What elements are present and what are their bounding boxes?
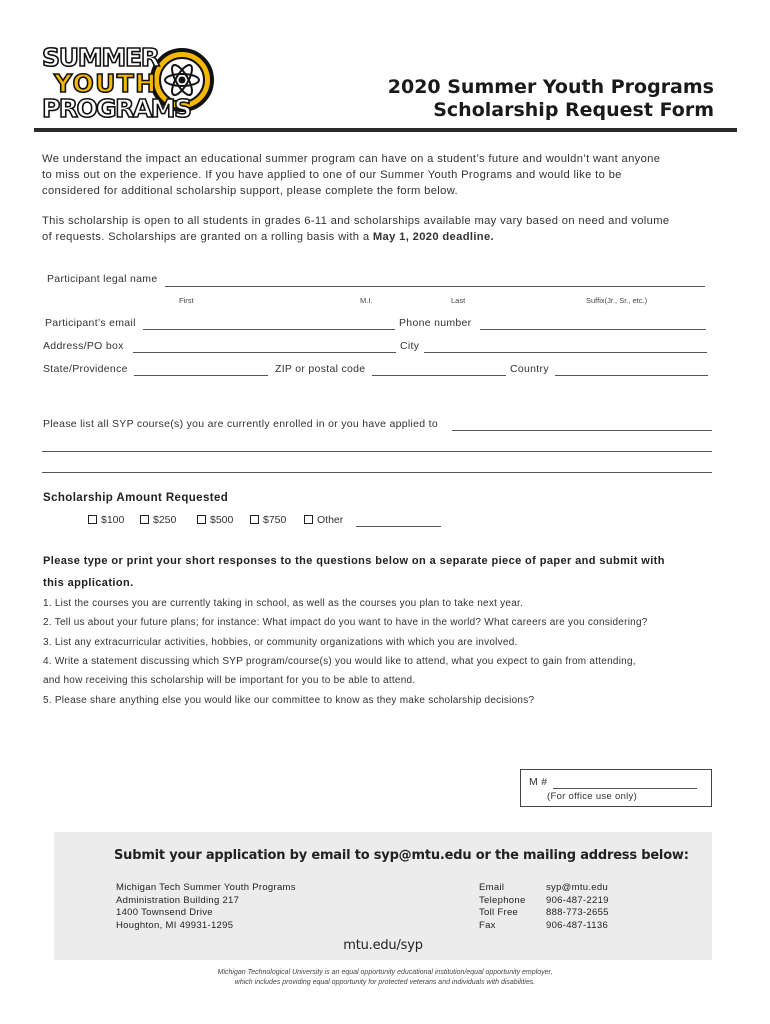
intro-paragraph-2 — [42, 213, 732, 245]
mailing-address — [116, 882, 296, 932]
question-5: 5. Please share anything else you would like our committee to know as they make scholarship decisions? — [43, 695, 535, 706]
logo-line-1: SUMMER — [42, 43, 160, 72]
amount-option-label: $750 — [263, 514, 287, 526]
amount-option-label: Other — [317, 514, 344, 526]
contact-labels — [479, 882, 526, 932]
checkbox-icon[interactable] — [88, 515, 97, 524]
phone-label: Phone number — [399, 317, 472, 329]
amount-option-100[interactable] — [88, 514, 124, 526]
name-first-caption: First — [179, 296, 194, 305]
state-label: State/Providence — [43, 363, 128, 375]
city-input[interactable] — [424, 352, 707, 353]
courses-input[interactable] — [452, 430, 712, 431]
address-line: 1400 Townsend Drive — [116, 907, 213, 918]
footer-line: Michigan Technological University is an equal opportunity educational institution/equal opportunity employer, — [217, 969, 553, 976]
logo-line-2: YOUTH — [54, 69, 156, 98]
summer-youth-programs-logo — [40, 42, 215, 120]
member-number-label: M # — [529, 776, 548, 788]
questions-heading-line-1: Please type or print your short responses to the questions below on a separate piece of paper and submit with — [43, 555, 665, 567]
name-input[interactable] — [165, 286, 705, 287]
amount-option-250[interactable] — [140, 514, 176, 526]
telephone-value: 906-487-2219 — [546, 894, 609, 906]
question-4-continued: and how receiving this scholarship will be important for you to be able to attend. — [43, 675, 416, 686]
name-suffix-caption: Suffix(Jr., Sr., etc.) — [586, 296, 648, 305]
amount-other-input[interactable] — [356, 526, 441, 527]
amount-option-label: $250 — [153, 514, 177, 526]
fax-value: 906-487-1136 — [546, 919, 609, 931]
submission-heading: Submit your application by email to syp@mtu.edu or the mailing address below: — [114, 848, 689, 863]
contact-label: Fax — [479, 919, 496, 931]
equal-opportunity-statement — [0, 968, 770, 988]
intro-text: of requests. Scholarships are granted on a rolling basis with a — [42, 231, 373, 243]
amount-heading: Scholarship Amount Requested — [43, 492, 229, 504]
questions-heading-line-2: this application. — [43, 577, 134, 589]
amount-option-other[interactable] — [304, 514, 343, 526]
footer-line: which includes providing equal opportunity for protected veterans and individuals with disabilities. — [234, 979, 536, 986]
question-2: 2. Tell us about your future plans; for instance: What impact do you want to have in the world? What careers are you considering? — [43, 617, 648, 628]
title-line-2: Scholarship Request Form — [433, 99, 714, 121]
contact-label: Email — [479, 882, 505, 893]
city-label: City — [400, 340, 420, 352]
checkbox-icon[interactable] — [250, 515, 259, 524]
amount-option-750[interactable] — [250, 514, 286, 526]
checkbox-icon[interactable] — [304, 515, 313, 524]
office-use-note: (For office use only) — [547, 791, 638, 802]
contact-label: Telephone — [479, 894, 526, 906]
member-number-input[interactable] — [553, 788, 697, 789]
courses-input-line-2[interactable] — [42, 451, 712, 452]
logo-line-3: PROGRAMS — [42, 94, 192, 120]
intro-line: considered for additional scholarship support, please complete the form below. — [42, 185, 458, 197]
contact-values — [546, 882, 609, 932]
question-3: 3. List any extracurricular activities, hobbies, or community organizations with which you are involved. — [43, 637, 518, 648]
question-1: 1. List the courses you are currently taking in school, as well as the courses you plan to take next year. — [43, 598, 524, 609]
form-title — [388, 76, 714, 122]
address-line: Michigan Tech Summer Youth Programs — [116, 882, 296, 893]
intro-line: to miss out on the experience. If you have applied to one of our Summer Youth Programs and would like to be — [42, 169, 622, 181]
phone-input[interactable] — [480, 329, 706, 330]
courses-label: Please list all SYP course(s) you are currently enrolled in or you have applied to — [43, 418, 439, 430]
amount-option-label: $100 — [101, 514, 125, 526]
zip-label: ZIP or postal code — [275, 363, 366, 375]
courses-input-line-3[interactable] — [42, 472, 712, 473]
address-input[interactable] — [133, 352, 396, 353]
deadline-text: May 1, 2020 deadline. — [372, 231, 495, 243]
email-input[interactable] — [143, 329, 395, 330]
office-use-box — [520, 769, 712, 807]
address-line: Houghton, MI 49931-1295 — [116, 919, 234, 931]
contact-label: Toll Free — [479, 907, 519, 918]
intro-line: We understand the impact an educational summer program can have on a student’s future and wouldn’t want anyone — [42, 153, 661, 165]
email-link[interactable]: syp@mtu.edu — [546, 882, 609, 893]
intro-paragraph-1 — [42, 151, 732, 199]
toll-free-value: 888-773-2655 — [546, 907, 609, 918]
submission-panel — [54, 832, 712, 960]
name-mi-caption: M.I. — [360, 296, 373, 305]
question-4: 4. Write a statement discussing which SYP program/course(s) you would like to attend, what you expect to gain from attending, — [43, 656, 636, 667]
address-label: Address/PO box — [43, 340, 124, 352]
intro-line — [42, 229, 732, 245]
zip-input[interactable] — [372, 375, 506, 376]
title-line-1: 2020 Summer Youth Programs — [387, 76, 714, 98]
checkbox-icon[interactable] — [197, 515, 206, 524]
amount-option-label: $500 — [210, 514, 234, 526]
header-rule — [34, 128, 737, 132]
checkbox-icon[interactable] — [140, 515, 149, 524]
email-label: Participant’s email — [45, 317, 136, 329]
address-line: Administration Building 217 — [116, 894, 240, 906]
country-label: Country — [510, 363, 549, 375]
state-input[interactable] — [134, 375, 268, 376]
intro-line: This scholarship is open to all students in grades 6-11 and scholarships available may vary based on need and volume — [42, 215, 670, 227]
name-label: Participant legal name — [47, 273, 158, 285]
country-input[interactable] — [555, 375, 708, 376]
amount-option-500[interactable] — [197, 514, 233, 526]
name-last-caption: Last — [451, 296, 466, 305]
website-link[interactable]: mtu.edu/syp — [343, 938, 423, 953]
